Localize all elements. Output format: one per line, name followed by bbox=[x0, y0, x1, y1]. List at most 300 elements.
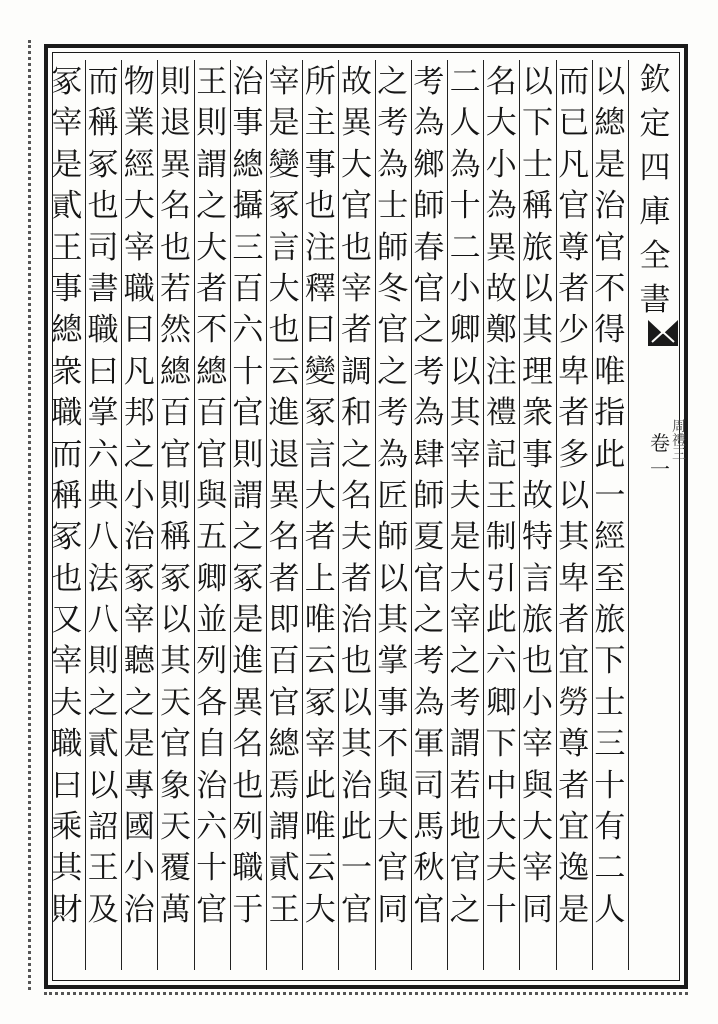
text-char: 詔 bbox=[87, 809, 119, 846]
text-char: 則 bbox=[160, 64, 191, 100]
text-char: 此 bbox=[485, 602, 517, 639]
title-char: 四 bbox=[639, 150, 671, 186]
text-char: 財 bbox=[51, 891, 83, 928]
text-char: 謂 bbox=[232, 477, 264, 514]
text-char: 卿 bbox=[196, 560, 228, 597]
text-char: 師 bbox=[377, 519, 409, 556]
text-char: 變 bbox=[268, 146, 300, 183]
text-char: 考 bbox=[413, 353, 445, 390]
text-char: 是 bbox=[232, 602, 264, 639]
text-char: 釋 bbox=[304, 270, 336, 307]
text-char: 不 bbox=[594, 270, 626, 307]
text-char: 考 bbox=[377, 105, 409, 142]
text-char: 是 bbox=[268, 105, 300, 142]
text-char: 冢 bbox=[51, 64, 83, 100]
text-char: 則 bbox=[87, 643, 119, 680]
text-char: 者 bbox=[341, 312, 372, 349]
text-char: 三 bbox=[594, 726, 626, 763]
text-char: 宰 bbox=[304, 726, 336, 763]
text-char: 十 bbox=[196, 850, 228, 887]
text-char: 與 bbox=[522, 767, 553, 804]
text-char: 大 bbox=[341, 146, 372, 183]
text-char: 旅 bbox=[594, 602, 626, 639]
scan-edge-left bbox=[28, 40, 41, 990]
text-char: 以 bbox=[558, 477, 590, 514]
text-char: 六 bbox=[485, 643, 517, 680]
text-char: 宰 bbox=[341, 270, 372, 307]
text-char: 官 bbox=[449, 850, 481, 887]
text-char: 名 bbox=[268, 519, 300, 556]
text-char: 曰 bbox=[123, 312, 155, 349]
text-char: 大 bbox=[449, 560, 481, 597]
text-char: 官 bbox=[196, 891, 228, 928]
edge-marks bbox=[672, 420, 686, 480]
text-char: 以 bbox=[522, 270, 553, 307]
text-char: 人 bbox=[594, 891, 626, 928]
text-char: 為 bbox=[413, 105, 445, 142]
text-char: 唯 bbox=[304, 602, 336, 639]
text-char: 唯 bbox=[594, 353, 626, 390]
text-char: 一 bbox=[594, 477, 626, 514]
text-char: 有 bbox=[594, 809, 626, 846]
text-char: 二 bbox=[449, 64, 481, 100]
text-char: 法 bbox=[87, 560, 119, 597]
text-char: 肆 bbox=[413, 436, 445, 473]
text-char: 為 bbox=[449, 146, 481, 183]
text-char: 之 bbox=[341, 436, 372, 473]
text-char: 言 bbox=[268, 229, 300, 266]
scan-edge-bottom bbox=[44, 992, 688, 1003]
text-char: 宰 bbox=[522, 726, 553, 763]
text-char: 稱 bbox=[51, 477, 83, 514]
text-char: 其 bbox=[558, 519, 590, 556]
text-char: 名 bbox=[341, 477, 372, 514]
text-char: 則 bbox=[232, 436, 264, 473]
text-char: 物 bbox=[123, 64, 155, 100]
text-char: 之 bbox=[87, 684, 119, 721]
text-char: 已 bbox=[558, 105, 590, 142]
text-char: 之 bbox=[449, 891, 481, 928]
text-char: 變 bbox=[304, 353, 336, 390]
text-char: 掌 bbox=[87, 395, 119, 432]
text-char: 宰 bbox=[449, 602, 481, 639]
text-char: 旅 bbox=[522, 229, 553, 266]
text-char: 大 bbox=[123, 188, 155, 225]
text-char: 治 bbox=[123, 519, 155, 556]
text-char: 得 bbox=[594, 312, 626, 349]
text-char: 以 bbox=[341, 684, 372, 721]
text-char: 官 bbox=[558, 188, 590, 225]
text-char: 以 bbox=[377, 560, 409, 597]
text-char: 王 bbox=[196, 64, 228, 100]
text-char: 言 bbox=[304, 436, 336, 473]
text-char: 萬 bbox=[160, 891, 191, 928]
text-char: 退 bbox=[160, 105, 191, 142]
text-char: 事 bbox=[51, 270, 83, 307]
edge-mark-char: 周 bbox=[672, 419, 686, 435]
text-char: 名 bbox=[485, 64, 517, 100]
text-char: 冢 bbox=[232, 560, 264, 597]
text-char: 官 bbox=[341, 891, 372, 928]
text-char: 特 bbox=[522, 519, 553, 556]
text-char: 之 bbox=[377, 64, 409, 100]
text-char: 下 bbox=[522, 105, 553, 142]
text-char: 經 bbox=[594, 519, 626, 556]
text-char: 事 bbox=[304, 146, 336, 183]
text-char: 勞 bbox=[558, 684, 590, 721]
text-char: 考 bbox=[413, 64, 445, 100]
text-char: 夫 bbox=[341, 519, 372, 556]
text-char: 考 bbox=[377, 395, 409, 432]
text-char: 覆 bbox=[160, 850, 191, 887]
text-char: 冢 bbox=[87, 146, 119, 183]
text-char: 為 bbox=[413, 395, 445, 432]
text-char: 大 bbox=[268, 270, 300, 307]
text-char: 而 bbox=[51, 436, 83, 473]
text-char: 以 bbox=[160, 602, 191, 639]
text-char: 大 bbox=[304, 477, 336, 514]
edge-mark-char: 禮 bbox=[672, 433, 686, 449]
text-char: 治 bbox=[123, 891, 155, 928]
text-char: 者 bbox=[268, 560, 300, 597]
text-column bbox=[45, 62, 89, 931]
title-char: 書 bbox=[639, 282, 671, 318]
text-char: 異 bbox=[232, 684, 264, 721]
text-char: 治 bbox=[341, 767, 372, 804]
text-char: 唯 bbox=[304, 809, 336, 846]
text-char: 同 bbox=[377, 891, 409, 928]
text-char: 下 bbox=[485, 726, 517, 763]
text-char: 六 bbox=[87, 436, 119, 473]
text-char: 大 bbox=[485, 105, 517, 142]
text-char: 引 bbox=[485, 560, 517, 597]
text-char: 事 bbox=[522, 436, 553, 473]
text-char: 冢 bbox=[304, 395, 336, 432]
text-char: 冢 bbox=[51, 519, 83, 556]
text-char: 貳 bbox=[268, 850, 300, 887]
text-char: 士 bbox=[594, 684, 626, 721]
text-char: 十 bbox=[232, 353, 264, 390]
text-char: 宜 bbox=[558, 643, 590, 680]
text-char: 而 bbox=[87, 64, 119, 100]
text-char: 之 bbox=[123, 436, 155, 473]
text-char: 各 bbox=[196, 684, 228, 721]
text-char: 之 bbox=[232, 519, 264, 556]
text-char: 官 bbox=[377, 850, 409, 887]
text-char: 大 bbox=[485, 809, 517, 846]
text-char: 夫 bbox=[485, 850, 517, 887]
text-char: 卿 bbox=[449, 312, 481, 349]
text-char: 其 bbox=[449, 395, 481, 432]
text-char: 夫 bbox=[449, 477, 481, 514]
text-char: 官 bbox=[196, 436, 228, 473]
text-char: 此 bbox=[304, 767, 336, 804]
text-char: 衆 bbox=[522, 395, 553, 432]
text-char: 凡 bbox=[558, 146, 590, 183]
text-char: 攝 bbox=[232, 188, 264, 225]
text-char: 掌 bbox=[377, 643, 409, 680]
text-char: 為 bbox=[377, 436, 409, 473]
text-char: 天 bbox=[160, 684, 191, 721]
text-char: 鄉 bbox=[413, 146, 445, 183]
text-char: 逸 bbox=[558, 850, 590, 887]
text-char: 官 bbox=[232, 395, 264, 432]
text-char: 百 bbox=[196, 395, 228, 432]
text-char: 大 bbox=[377, 809, 409, 846]
text-char: 八 bbox=[87, 519, 119, 556]
text-char: 卑 bbox=[558, 560, 590, 597]
text-char: 總 bbox=[268, 726, 300, 763]
text-char: 和 bbox=[341, 395, 372, 432]
text-char: 若 bbox=[160, 270, 191, 307]
text-char: 曰 bbox=[87, 353, 119, 390]
text-char: 春 bbox=[413, 229, 445, 266]
text-char: 也 bbox=[341, 229, 372, 266]
text-char: 宰 bbox=[268, 64, 300, 100]
text-char: 是 bbox=[594, 146, 626, 183]
text-char: 多 bbox=[558, 436, 590, 473]
text-char: 大 bbox=[196, 229, 228, 266]
text-char: 卿 bbox=[485, 684, 517, 721]
text-char: 凡 bbox=[123, 353, 155, 390]
text-char: 理 bbox=[522, 353, 553, 390]
text-char: 官 bbox=[160, 436, 191, 473]
text-char: 云 bbox=[304, 850, 336, 887]
text-char: 者 bbox=[558, 270, 590, 307]
text-char: 則 bbox=[196, 105, 228, 142]
text-char: 士 bbox=[377, 188, 409, 225]
text-char: 考 bbox=[449, 684, 481, 721]
text-char: 下 bbox=[594, 643, 626, 680]
text-char: 王 bbox=[268, 891, 300, 928]
text-char: 宰 bbox=[123, 229, 155, 266]
text-char: 冢 bbox=[160, 560, 191, 597]
text-char: 衆 bbox=[51, 353, 83, 390]
text-char: 也 bbox=[160, 229, 191, 266]
text-char: 馬 bbox=[413, 809, 445, 846]
text-char: 大 bbox=[522, 809, 553, 846]
text-char: 總 bbox=[232, 146, 264, 183]
text-char: 夫 bbox=[51, 684, 83, 721]
text-char: 即 bbox=[268, 602, 300, 639]
text-char: 王 bbox=[87, 850, 119, 887]
text-char: 若 bbox=[449, 767, 481, 804]
text-char: 秋 bbox=[413, 850, 445, 887]
text-char: 官 bbox=[413, 560, 445, 597]
text-char: 官 bbox=[268, 684, 300, 721]
text-char: 職 bbox=[123, 270, 155, 307]
text-char: 所 bbox=[304, 64, 336, 100]
text-char: 與 bbox=[377, 767, 409, 804]
text-char: 乘 bbox=[51, 809, 83, 846]
text-char: 王 bbox=[51, 229, 83, 266]
text-char: 其 bbox=[522, 312, 553, 349]
text-char: 二 bbox=[594, 850, 626, 887]
text-char: 總 bbox=[196, 353, 228, 390]
text-char: 為 bbox=[413, 684, 445, 721]
text-char: 宰 bbox=[522, 850, 553, 887]
text-char: 為 bbox=[485, 188, 517, 225]
text-char: 也 bbox=[341, 643, 372, 680]
text-char: 故 bbox=[341, 64, 372, 100]
text-char: 故 bbox=[522, 477, 553, 514]
text-char: 退 bbox=[268, 436, 300, 473]
text-char: 及 bbox=[87, 891, 119, 928]
text-char: 師 bbox=[377, 229, 409, 266]
text-char: 書 bbox=[87, 270, 119, 307]
text-char: 之 bbox=[196, 188, 228, 225]
volume-label bbox=[646, 430, 674, 482]
text-char: 宰 bbox=[449, 436, 481, 473]
text-char: 也 bbox=[304, 188, 336, 225]
text-char: 其 bbox=[377, 602, 409, 639]
text-char: 以 bbox=[87, 767, 119, 804]
text-char: 業 bbox=[123, 105, 155, 142]
text-char: 異 bbox=[485, 229, 517, 266]
text-char: 指 bbox=[594, 395, 626, 432]
text-char: 調 bbox=[341, 353, 372, 390]
text-char: 五 bbox=[196, 519, 228, 556]
text-char: 稱 bbox=[160, 519, 191, 556]
text-char: 主 bbox=[304, 105, 336, 142]
text-char: 也 bbox=[522, 643, 553, 680]
text-char: 進 bbox=[232, 643, 264, 680]
text-char: 上 bbox=[304, 560, 336, 597]
text-char: 官 bbox=[160, 726, 191, 763]
text-char: 之 bbox=[123, 684, 155, 721]
text-char: 其 bbox=[341, 726, 372, 763]
text-char: 十 bbox=[594, 767, 626, 804]
text-char: 總 bbox=[51, 312, 83, 349]
text-char: 異 bbox=[160, 146, 191, 183]
text-char: 貳 bbox=[87, 726, 119, 763]
text-char: 不 bbox=[377, 726, 409, 763]
text-char: 注 bbox=[485, 353, 517, 390]
text-char: 王 bbox=[485, 477, 517, 514]
text-char: 同 bbox=[522, 891, 553, 928]
text-char: 大 bbox=[304, 891, 336, 928]
text-char: 云 bbox=[268, 353, 300, 390]
text-char: 百 bbox=[268, 643, 300, 680]
text-char: 謂 bbox=[268, 809, 300, 846]
title-char: 欽 bbox=[639, 62, 671, 98]
text-char: 並 bbox=[196, 602, 228, 639]
text-char: 又 bbox=[51, 602, 83, 639]
text-char: 旅 bbox=[522, 602, 553, 639]
text-char: 也 bbox=[51, 560, 83, 597]
text-char: 此 bbox=[341, 809, 372, 846]
text-char: 司 bbox=[87, 229, 119, 266]
text-char: 官 bbox=[413, 270, 445, 307]
text-char: 異 bbox=[341, 105, 372, 142]
title-char: 全 bbox=[639, 238, 671, 274]
text-char: 宰 bbox=[123, 602, 155, 639]
book-title bbox=[628, 58, 682, 322]
text-char: 記 bbox=[485, 436, 517, 473]
text-char: 經 bbox=[123, 146, 155, 183]
text-char: 六 bbox=[196, 809, 228, 846]
text-char: 職 bbox=[51, 726, 83, 763]
text-char: 百 bbox=[160, 395, 191, 432]
text-char: 冢 bbox=[123, 560, 155, 597]
text-char: 一 bbox=[341, 850, 372, 887]
text-char: 尊 bbox=[558, 726, 590, 763]
text-char: 中 bbox=[485, 767, 517, 804]
text-char: 象 bbox=[160, 767, 191, 804]
text-char: 軍 bbox=[413, 726, 445, 763]
text-char: 少 bbox=[558, 312, 590, 349]
text-char: 不 bbox=[196, 312, 228, 349]
text-char: 異 bbox=[268, 477, 300, 514]
text-char: 士 bbox=[522, 146, 553, 183]
text-char: 列 bbox=[196, 643, 228, 680]
text-char: 治 bbox=[594, 188, 626, 225]
text-char: 謂 bbox=[196, 146, 228, 183]
text-char: 列 bbox=[232, 809, 264, 846]
title-char: 庫 bbox=[639, 194, 671, 230]
text-char: 總 bbox=[160, 353, 191, 390]
text-char: 事 bbox=[377, 684, 409, 721]
text-char: 而 bbox=[558, 64, 590, 100]
text-char: 考 bbox=[413, 643, 445, 680]
text-char: 小 bbox=[123, 477, 155, 514]
text-char: 百 bbox=[232, 270, 264, 307]
text-char: 為 bbox=[377, 146, 409, 183]
text-char: 十 bbox=[485, 891, 517, 928]
text-char: 卑 bbox=[558, 353, 590, 390]
text-char: 小 bbox=[449, 270, 481, 307]
text-char: 者 bbox=[304, 519, 336, 556]
text-char: 是 bbox=[51, 146, 83, 183]
text-char: 宰 bbox=[51, 105, 83, 142]
text-char: 冬 bbox=[377, 270, 409, 307]
text-char: 之 bbox=[449, 643, 481, 680]
text-char: 者 bbox=[341, 560, 372, 597]
text-char: 師 bbox=[413, 477, 445, 514]
text-char: 官 bbox=[377, 312, 409, 349]
text-char: 人 bbox=[449, 105, 481, 142]
text-char: 是 bbox=[558, 891, 590, 928]
text-char: 師 bbox=[413, 188, 445, 225]
text-char: 是 bbox=[123, 726, 155, 763]
text-char: 焉 bbox=[268, 767, 300, 804]
text-char: 云 bbox=[304, 643, 336, 680]
text-char: 治 bbox=[196, 767, 228, 804]
text-char: 官 bbox=[594, 229, 626, 266]
text-char: 以 bbox=[594, 64, 626, 100]
text-char: 貳 bbox=[51, 188, 83, 225]
text-char: 宜 bbox=[558, 809, 590, 846]
text-char: 曰 bbox=[51, 767, 83, 804]
text-char: 進 bbox=[268, 395, 300, 432]
text-char: 宰 bbox=[51, 643, 83, 680]
text-char: 邦 bbox=[123, 395, 155, 432]
text-char: 稱 bbox=[87, 105, 119, 142]
text-char: 冢 bbox=[304, 684, 336, 721]
text-char: 聽 bbox=[123, 643, 155, 680]
text-char: 者 bbox=[558, 602, 590, 639]
text-char: 治 bbox=[232, 64, 264, 100]
text-char: 至 bbox=[594, 560, 626, 597]
text-char: 名 bbox=[160, 188, 191, 225]
text-char: 故 bbox=[485, 270, 517, 307]
text-char: 總 bbox=[594, 105, 626, 142]
text-char: 以 bbox=[522, 64, 553, 100]
text-char: 鄭 bbox=[485, 312, 517, 349]
text-char: 司 bbox=[413, 767, 445, 804]
text-char: 國 bbox=[123, 809, 155, 846]
text-char: 典 bbox=[87, 477, 119, 514]
